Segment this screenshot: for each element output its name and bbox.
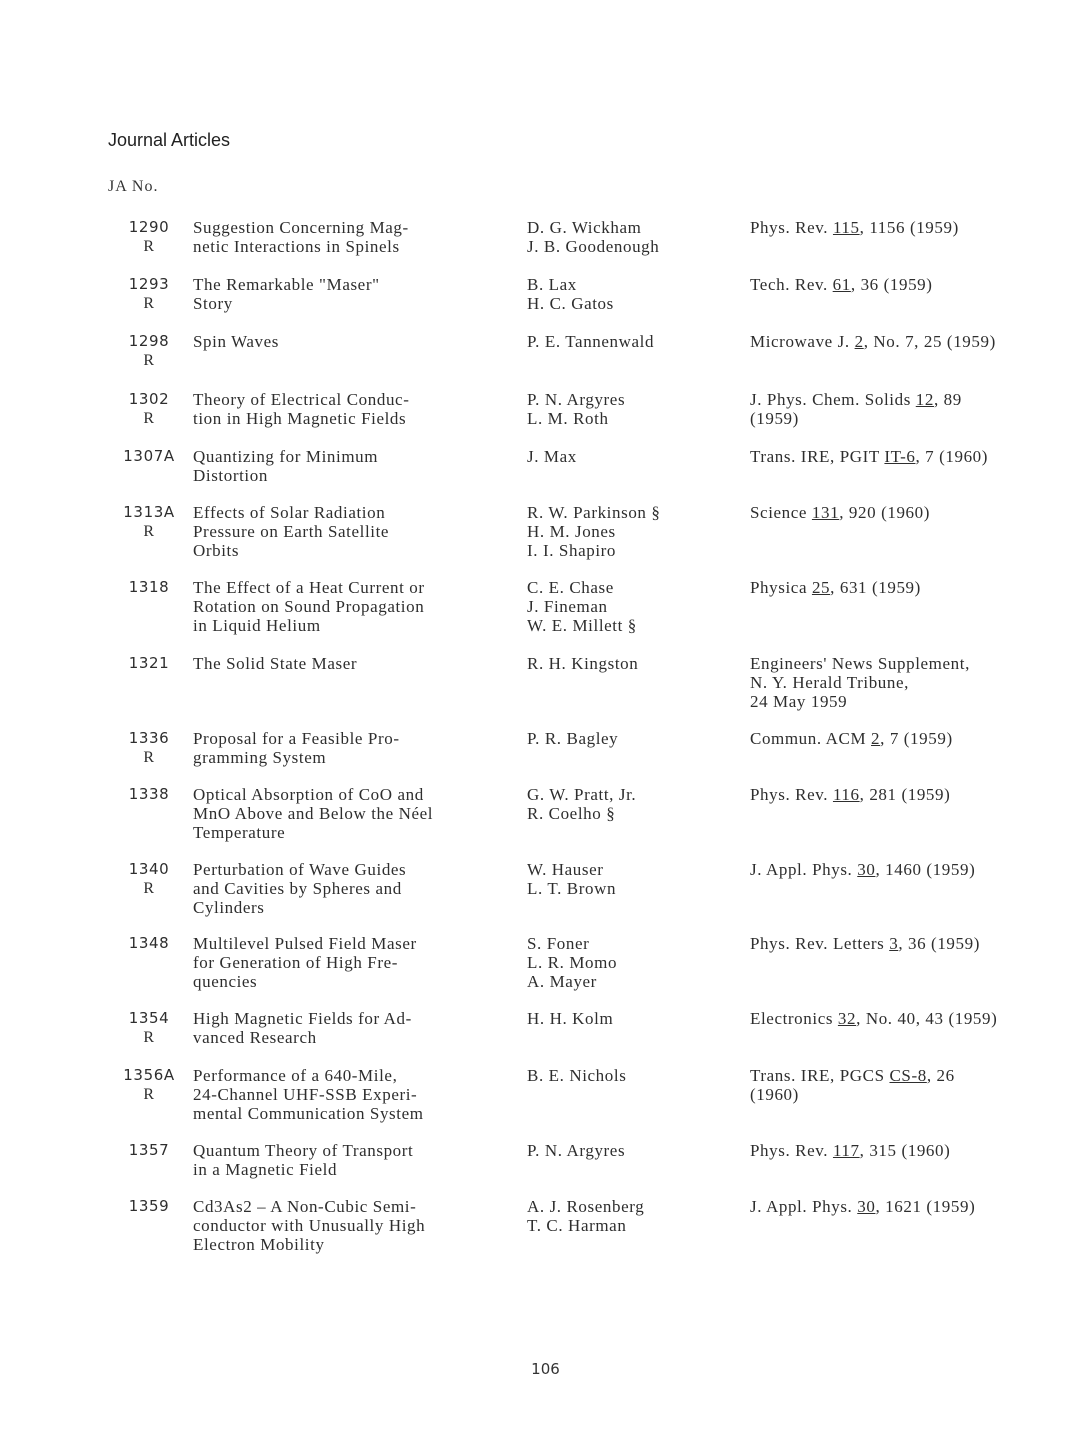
ja-number-value: 1321 — [128, 654, 170, 672]
ja-number — [114, 218, 184, 256]
ja-number — [114, 1141, 184, 1160]
ja-number — [114, 860, 184, 898]
article-authors: B. E. Nichols — [527, 1066, 627, 1085]
journal-name: Trans. IRE, PGIT — [750, 447, 885, 466]
journal-reference — [750, 390, 1080, 428]
table-row — [0, 218, 1091, 278]
journal-pages-year: , 7 (1960) — [915, 447, 989, 466]
table-row — [0, 934, 1091, 994]
article-title: The Effect of a Heat Current or Rotation on Sound Propagation in Liquid Helium — [193, 578, 425, 635]
article-authors: P. E. Tannenwald — [527, 332, 655, 351]
journal-reference — [750, 860, 1080, 879]
ja-number — [114, 934, 184, 953]
journal-reference — [750, 785, 1080, 804]
article-title: Suggestion Concerning Mag- netic Interactions in Spinels — [193, 218, 409, 256]
journal-pages-year: , 7 (1959) — [880, 729, 953, 748]
journal-pages-year: , No. 40, 43 (1959) — [856, 1009, 998, 1028]
ja-number-value: 1313A — [123, 503, 175, 521]
journal-pages-year: , 36 (1959) — [850, 275, 933, 294]
ja-number — [114, 447, 184, 466]
ja-number — [114, 578, 184, 597]
table-row — [0, 275, 1091, 335]
journal-pages-year: , 1621 (1959) — [875, 1197, 976, 1216]
ja-number-value: 1354 — [128, 1009, 170, 1027]
journal-pages-year: , 631 (1959) — [830, 578, 921, 597]
journal-reference — [750, 1009, 1080, 1028]
article-authors: H. H. Kolm — [527, 1009, 614, 1028]
journal-name: Science — [750, 503, 812, 522]
journal-reference — [750, 332, 1080, 351]
journal-volume: 117 — [832, 1141, 860, 1160]
journal-name: J. Appl. Phys. — [750, 860, 858, 879]
journal-name: Tech. Rev. — [750, 275, 833, 294]
table-row — [0, 1066, 1091, 1126]
journal-pages-year: , 26 (1960) — [750, 1066, 955, 1104]
journal-name: Phys. Rev. — [750, 218, 833, 237]
ja-number-value: 1340 — [128, 860, 170, 878]
ja-number-value: 1293 — [128, 275, 170, 293]
journal-reference — [750, 503, 1080, 522]
journal-pages-year: , 315 (1960) — [859, 1141, 951, 1160]
journal-pages-year: , No. 7, 25 (1959) — [863, 332, 996, 351]
journal-pages-year: , 1156 (1959) — [859, 218, 959, 237]
ja-number — [114, 785, 184, 804]
table-row — [0, 447, 1091, 507]
journal-volume: 3 — [889, 934, 899, 953]
article-authors: R. H. Kingston — [527, 654, 639, 673]
ja-number — [114, 1066, 184, 1104]
table-row — [0, 785, 1091, 845]
table-row — [0, 654, 1091, 714]
journal-volume: 2 — [854, 332, 864, 351]
ja-number-value: 1336 — [128, 729, 170, 747]
journal-volume: 61 — [832, 275, 851, 294]
article-authors: S. Foner L. R. Momo A. Mayer — [527, 934, 618, 991]
section-heading: Journal Articles — [108, 130, 231, 150]
table-row — [0, 503, 1091, 563]
journal-name: Electronics — [750, 1009, 838, 1028]
article-title: Cd3As2 – A Non-Cubic Semi- conductor with Unusually High Electron Mobility — [193, 1197, 426, 1254]
article-authors: P. N. Argyres L. M. Roth — [527, 390, 626, 428]
journal-reference — [750, 729, 1080, 748]
article-title: Optical Absorption of CoO and MnO Above and Below the Néel Temperature — [193, 785, 434, 842]
ja-number — [114, 503, 184, 541]
journal-name: Physica — [750, 578, 812, 597]
journal-pages-year: , 1460 (1959) — [875, 860, 976, 879]
article-title: Perturbation of Wave Guides and Cavities by Spheres and Cylinders — [193, 860, 407, 917]
journal-reference — [750, 654, 1080, 711]
journal-pages-year: , 920 (1960) — [839, 503, 931, 522]
journal-volume: 116 — [832, 785, 860, 804]
article-authors: P. R. Bagley — [527, 729, 619, 748]
journal-name: Phys. Rev. — [750, 785, 833, 804]
article-authors: W. Hauser L. T. Brown — [527, 860, 617, 898]
page-number: 106 — [531, 1360, 560, 1378]
journal-name: Trans. IRE, PGCS — [750, 1066, 890, 1085]
article-authors: R. W. Parkinson § H. M. Jones I. I. Shapiro — [527, 503, 661, 560]
ja-number — [114, 390, 184, 428]
article-title: Quantum Theory of Transport in a Magnetic Field — [193, 1141, 414, 1179]
journal-volume: CS-8 — [889, 1066, 927, 1085]
ja-number — [114, 1197, 184, 1216]
ja-number-suffix: R — [143, 523, 155, 540]
article-title: The Remarkable "Maser" Story — [193, 275, 380, 313]
journal-pages-year: , 281 (1959) — [859, 785, 951, 804]
table-row — [0, 860, 1091, 920]
table-row — [0, 332, 1091, 392]
journal-volume: 12 — [915, 390, 934, 409]
article-title: Multilevel Pulsed Field Maser for Generation of High Fre- quencies — [193, 934, 417, 991]
journal-volume: IT-6 — [884, 447, 916, 466]
journal-pages-year: , 36 (1959) — [898, 934, 980, 953]
ja-number-suffix: R — [143, 410, 155, 427]
journal-name: Microwave J. — [750, 332, 855, 351]
ja-number-value: 1302 — [128, 390, 170, 408]
ja-number-value: 1298 — [128, 332, 170, 350]
article-authors: C. E. Chase J. Fineman W. E. Millett § — [527, 578, 637, 635]
journal-reference — [750, 218, 1080, 237]
table-row — [0, 1197, 1091, 1257]
article-authors: P. N. Argyres — [527, 1141, 626, 1160]
journal-name: Phys. Rev. — [750, 1141, 833, 1160]
article-title: Effects of Solar Radiation Pressure on Earth Satellite Orbits — [193, 503, 390, 560]
journal-name: Commun. ACM — [750, 729, 872, 748]
journal-name: Phys. Rev. Letters — [750, 934, 890, 953]
journal-name: J. Appl. Phys. — [750, 1197, 858, 1216]
article-title: Spin Waves — [193, 332, 280, 351]
article-title: Proposal for a Feasible Pro- gramming System — [193, 729, 400, 767]
ja-number — [114, 729, 184, 767]
ja-number-suffix: R — [143, 1086, 155, 1103]
table-row — [0, 1009, 1091, 1069]
ja-number — [114, 332, 184, 370]
table-row — [0, 390, 1091, 450]
table-row — [0, 729, 1091, 789]
journal-volume: 115 — [832, 218, 860, 237]
article-title: High Magnetic Fields for Ad- vanced Research — [193, 1009, 412, 1047]
ja-number-value: 1290 — [128, 218, 170, 236]
column-label: JA No. — [108, 178, 159, 195]
journal-volume: 30 — [857, 1197, 876, 1216]
journal-volume: 25 — [811, 578, 831, 597]
article-title: Quantizing for Minimum Distortion — [193, 447, 379, 485]
journal-volume: 2 — [871, 729, 881, 748]
ja-number-value: 1359 — [128, 1197, 170, 1215]
journal-volume: 131 — [811, 503, 840, 522]
ja-number — [114, 275, 184, 313]
journal-reference — [750, 275, 1080, 294]
article-authors: G. W. Pratt, Jr. R. Coelho § — [527, 785, 637, 823]
ja-number-suffix: R — [143, 880, 155, 897]
article-title: The Solid State Maser — [193, 654, 358, 673]
journal-reference — [750, 1066, 1080, 1104]
article-authors: A. J. Rosenberg T. C. Harman — [527, 1197, 645, 1235]
journal-name: J. Phys. Chem. Solids — [750, 390, 916, 409]
journal-pages-year: , 89 (1959) — [750, 390, 962, 428]
table-row — [0, 1141, 1091, 1201]
journal-name: Engineers' News Supplement, N. Y. Herald Tribune, 24 May 1959 — [750, 654, 970, 711]
journal-reference — [750, 934, 1080, 953]
journal-reference — [750, 447, 1080, 466]
journal-volume: 32 — [837, 1009, 857, 1028]
ja-number-value: 1356A — [123, 1066, 175, 1084]
journal-reference — [750, 1141, 1080, 1160]
ja-number-suffix: R — [143, 749, 155, 766]
article-title: Theory of Electrical Conduc- tion in High Magnetic Fields — [193, 390, 410, 428]
ja-number-suffix: R — [143, 238, 155, 255]
ja-number-value: 1318 — [128, 578, 170, 596]
ja-number-suffix: R — [143, 295, 155, 312]
journal-reference — [750, 1197, 1080, 1216]
journal-reference — [750, 578, 1080, 597]
table-row — [0, 578, 1091, 638]
ja-number — [114, 1009, 184, 1047]
ja-number — [114, 654, 184, 673]
ja-number-value: 1307A — [123, 447, 175, 465]
article-authors: D. G. Wickham J. B. Goodenough — [527, 218, 660, 256]
article-title: Performance of a 640-Mile, 24-Channel UHF-SSB Experi- mental Communication System — [193, 1066, 424, 1123]
ja-number-value: 1357 — [128, 1141, 170, 1159]
ja-number-suffix: R — [143, 352, 155, 369]
article-authors: B. Lax H. C. Gatos — [527, 275, 614, 313]
journal-volume: 30 — [857, 860, 876, 879]
article-authors: J. Max — [527, 447, 577, 466]
ja-number-value: 1348 — [128, 934, 170, 952]
ja-number-value: 1338 — [128, 785, 170, 803]
ja-number-suffix: R — [143, 1029, 155, 1046]
